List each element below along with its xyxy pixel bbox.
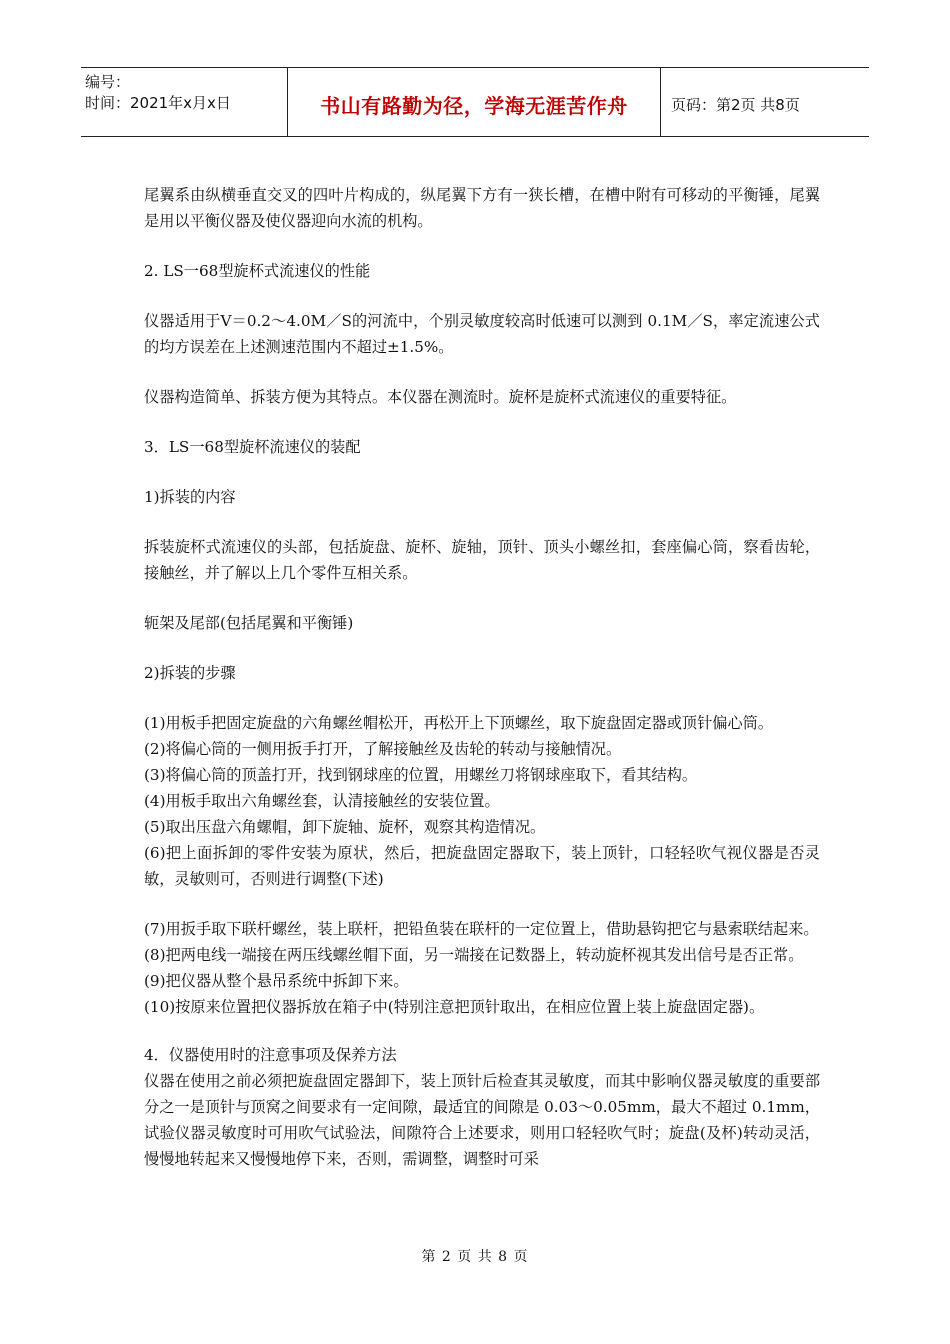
subheading-steps: 2)拆装的步骤 xyxy=(144,664,236,682)
list-item: (6)把上面拆卸的零件安装为原状，然后，把旋盘固定器取下，装上顶针，口轻轻吹气视仪器是否灵敏，灵敏则可，否则进行调整(下述) xyxy=(144,844,820,888)
header-meta xyxy=(81,68,288,136)
header-motto: 书山有路勤为径，学海无涯苦作舟 xyxy=(288,68,661,136)
heading-performance: 2. LS一68型旋杯式流速仪的性能 xyxy=(144,262,371,280)
list-item: (10)按原来位置把仪器拆放在箱子中(特别注意把顶针取出，在相应位置上装上旋盘固定器)。 xyxy=(144,998,765,1016)
paragraph-precautions: 仪器在使用之前必须把旋盘固定器卸下，装上顶针后检查其灵敏度，而其中影响仪器灵敏度的重要部分之一是顶针与顶窝之间要求有一定间隙，最适宜的间隙是 0.03～0.05mm，最大不超过 0.1mm，试验仪器灵敏度时可用吹气试验法，间隙符合上述要求，则用口轻轻吹气时；旋盘(及杯)转动灵活，慢慢地转起来又慢慢地停下来，否则，需调整，调整时可采 xyxy=(144,1072,820,1168)
steps-list-b xyxy=(144,916,820,1020)
document-body xyxy=(144,182,820,1172)
list-item: (1)用板手把固定旋盘的六角螺丝帽松开，再松开上下顶螺丝，取下旋盘固定器或顶针偏心筒。 xyxy=(144,714,774,732)
time-label: 时间：2021年x月x日 xyxy=(85,94,231,112)
heading-assembly: 3．LS一68型旋杯流速仪的装配 xyxy=(144,438,361,456)
steps-list-a xyxy=(144,710,820,892)
list-item: (2)将偏心筒的一侧用扳手打开，了解接触丝及齿轮的转动与接触情况。 xyxy=(144,740,622,758)
subheading-content: 1)拆装的内容 xyxy=(144,488,236,506)
page-header xyxy=(81,67,869,137)
list-item: (7)用扳手取下联杆螺丝，装上联杆，把铅鱼装在联杆的一定位置上，借助悬钩把它与悬索联结起来。 xyxy=(144,920,819,938)
heading-precautions: 4．仪器使用时的注意事项及保养方法 xyxy=(144,1046,397,1064)
paragraph-yoke: 轭架及尾部(包括尾翼和平衡锤) xyxy=(144,614,354,632)
header-page-info: 页码：第2页 共8页 xyxy=(671,95,800,114)
paragraph-tail-fin: 尾翼系由纵横垂直交叉的四叶片构成的，纵尾翼下方有一狭长槽，在槽中附有可移动的平衡锤，尾翼是用以平衡仪器及使仪器迎向水流的机构。 xyxy=(144,186,820,230)
number-label: 编号： xyxy=(85,73,131,91)
list-item: (9)把仪器从整个悬吊系统中拆卸下来。 xyxy=(144,972,409,990)
list-item: (5)取出压盘六角螺帽，卸下旋轴、旋杯，观察其构造情况。 xyxy=(144,818,546,836)
paragraph-applicability: 仪器适用于V＝0.2～4.0M／S的河流中，个别灵敏度较高时低速可以测到 0.1M／S，率定流速公式的均方误差在上述测速范围内不超过±1.5%。 xyxy=(144,312,820,356)
page-footer: 第 2 页 共 8 页 xyxy=(421,1249,529,1265)
list-item: (4)用板手取出六角螺丝套，认清接触丝的安装位置。 xyxy=(144,792,500,810)
paragraph-features: 仪器构造简单、拆装方便为其特点。本仪器在测流时。旋杯是旋杯式流速仪的重要特征。 xyxy=(144,388,737,406)
paragraph-head-parts: 拆装旋杯式流速仪的头部，包括旋盘、旋杯、旋轴，顶针、顶头小螺丝扣，套座偏心筒，察看齿轮，接触丝，并了解以上几个零件互相关系。 xyxy=(144,538,820,582)
list-item: (8)把两电线一端接在两压线螺丝帽下面，另一端接在记数器上，转动旋杯视其发出信号是否正常。 xyxy=(144,946,804,964)
list-item: (3)将偏心筒的顶盖打开，找到钢球座的位置，用螺丝刀将钢球座取下，看其结构。 xyxy=(144,766,698,784)
